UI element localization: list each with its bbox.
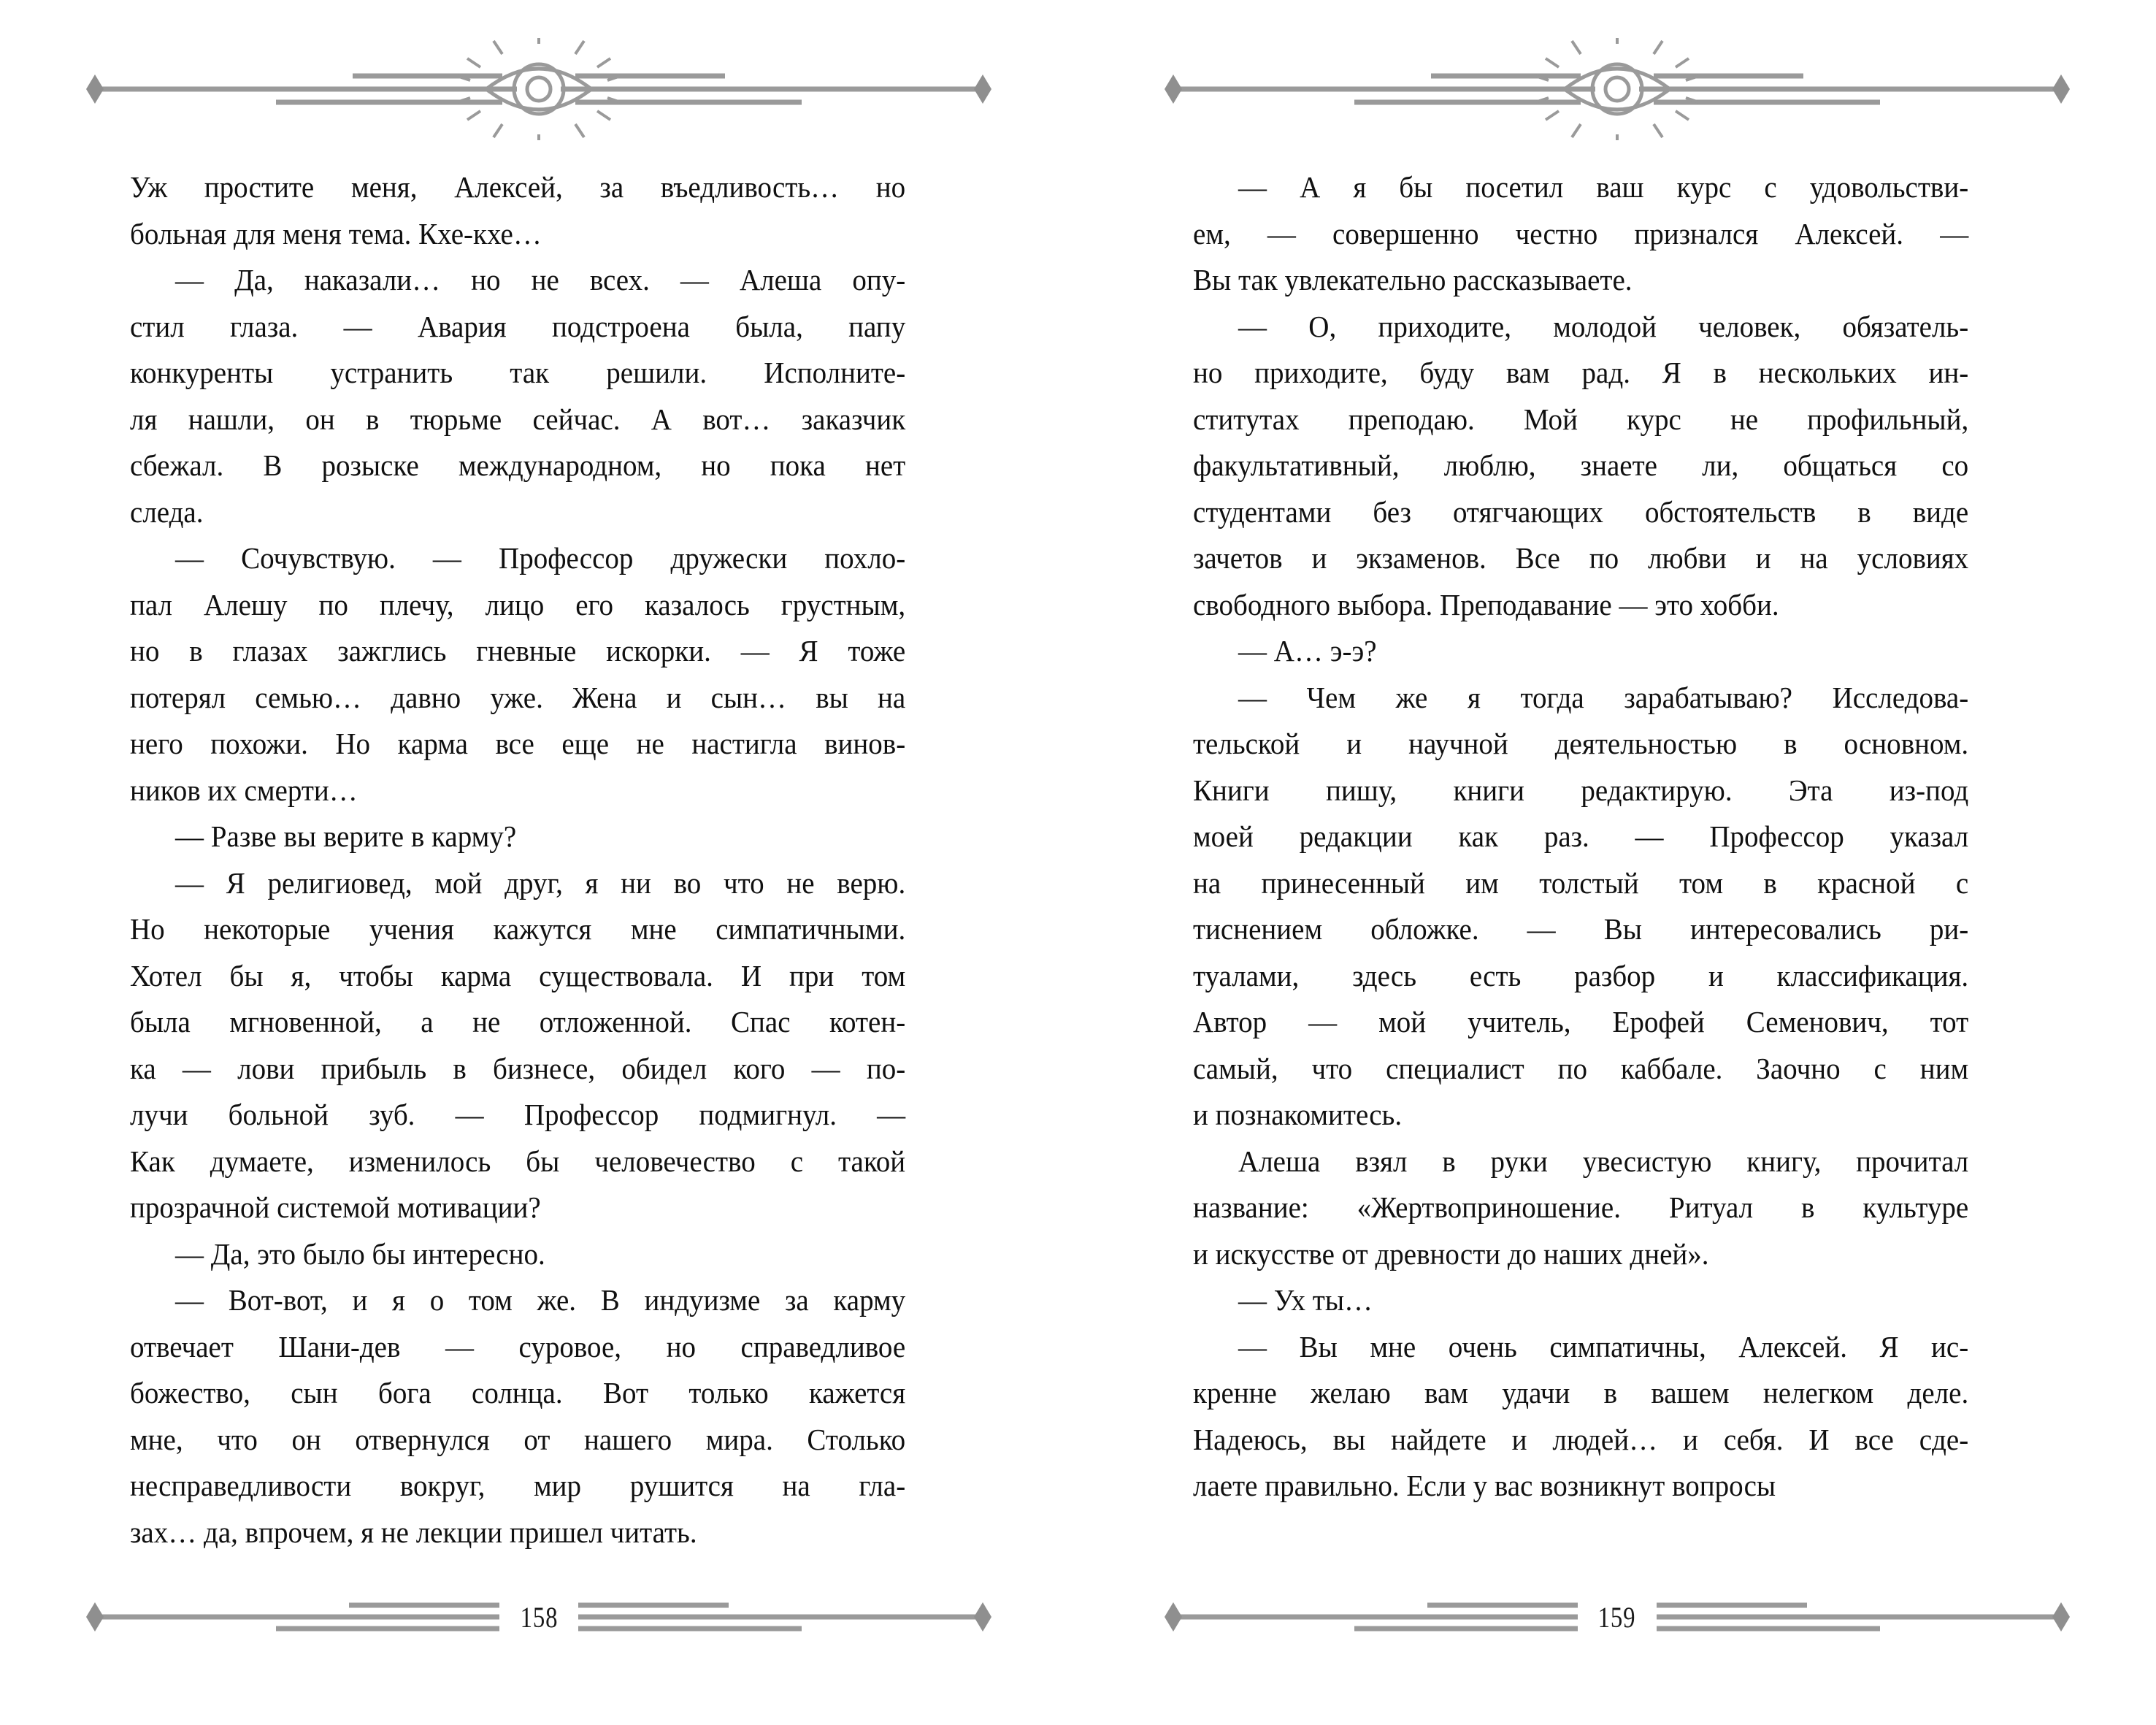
text-line: больная для меня тема. Кхе-кхе… [130,216,542,250]
text-line: но приходите, буду вам рад. Я в нескольких ин- [1193,356,1969,389]
text-line: Автор — мой учитель, Ерофей Семенович, тот [1193,1005,1969,1039]
text-line: ников их смерти… [130,773,358,807]
text-line: тиснением обложке. — Вы интересовались ри- [1193,912,1969,946]
page-right [1078,0,2156,1725]
text-line: сбежал. В розыске международном, но пока нет [130,448,906,482]
text-line: — Чем же я тогда зарабатываю? Исследова- [1238,680,1969,714]
text-line: — А я бы посетил ваш курс с удовольстви- [1238,170,1969,204]
text-line: — Вы мне очень симпатичны, Алексей. Я ис- [1238,1329,1969,1363]
text-line: тельской и научной деятельностью в основном. [1193,727,1969,760]
text-line: — Вот-вот, и я о том же. В индуизме за карму [175,1283,906,1317]
footer-right [1078,1588,2156,1646]
text-line: и познакомитесь. [1193,1098,1403,1131]
text-line: зах… да, впрочем, я не лекции пришел читать. [130,1515,697,1549]
text-line: него похожи. Но карма все еще не настигла винов- [130,727,906,760]
text-line: факультативный, люблю, знаете ли, общаться со [1193,448,1969,482]
text-line: была мгновенной, а не отложенной. Спас котен- [130,1005,906,1039]
text-line: — Сочувствую. — Профессор дружески похло- [175,541,906,575]
text-line: название: «Жертвоприношение. Ритуал в культуре [1193,1190,1969,1224]
text-line: Хотел бы я, чтобы карма существовала. И при том [130,958,906,992]
text-line: зачетов и экзаменов. Все по любви и на условиях [1193,541,1969,575]
text-line: следа. [130,494,204,529]
text-line: пал Алешу по плечу, лицо его казалось грустным, [130,587,906,621]
page-number-right: 159 [1597,1600,1636,1634]
body-text-right [1193,164,1968,1510]
header-ornament [0,38,1078,140]
text-line: мне, что он отвернулся от нашего мира. Столько [130,1422,906,1456]
text-line: прозрачной системой мотивации? [130,1190,541,1224]
text-line: самый, что специалист по каббале. Заочно с ним [1193,1051,1969,1085]
text-line: туалами, здесь есть разбор и классификация. [1193,958,1969,992]
text-line: свободного выбора. Преподавание — это хобби. [1193,587,1779,621]
text-line: ем, — совершенно честно признался Алексей. — [1193,216,1969,250]
text-line: моей редакции как раз. — Профессор указал [1193,819,1969,853]
text-line: — О, приходите, молодой человек, обязатель- [1238,309,1969,343]
text-line: — Ух ты… [1238,1283,1373,1317]
body-text-left [130,164,905,1556]
text-line: Книги пишу, книги редактирую. Эта из-под [1193,773,1969,807]
text-line: лучи больной зуб. — Профессор подмигнул. — [130,1098,906,1131]
text-line: Надеюсь, вы найдете и людей… и себя. И все сде- [1193,1422,1969,1456]
text-line: стил глаза. — Авария подстроена была, папу [130,309,906,343]
text-line: но в глазах зажглись гневные искорки. — Я тоже [130,634,906,668]
text-line: — Да, это было бы интересно. [175,1236,545,1271]
text-line: — Да, наказали… но не всех. — Алеша опу- [175,263,906,297]
text-line: лаете правильно. Если у вас возникнут вопросы [1193,1469,1776,1502]
page-number-left: 158 [520,1600,558,1634]
text-line: кренне желаю вам удачи в вашем нелегком деле. [1193,1376,1969,1410]
header-ornament [1078,38,2156,140]
text-line: Уж простите меня, Алексей, за въедливость… но [130,170,906,204]
text-line: потерял семью… давно уже. Жена и сын… вы на [130,680,906,714]
text-line: — А… э-э? [1238,634,1377,668]
text-line: ка — лови прибыль в бизнесе, обидел кого — по- [130,1051,906,1085]
text-line: ля нашли, он в тюрьме сейчас. А вот… заказчик [130,402,906,436]
text-line: конкуренты устранить так решили. Исполните- [130,356,906,389]
text-line: ститутах преподаю. Мой курс не профильный, [1193,402,1969,436]
text-line: отвечает Шани-дев — суровое, но справедливое [130,1329,906,1363]
text-line: и искусстве от древности до наших дней». [1193,1236,1709,1271]
text-line: студентами без отягчающих обстоятельств в виде [1193,494,1969,529]
text-line: на принесенный им толстый том в красной с [1193,865,1969,900]
text-line: Алеша взял в руки увесистую книгу, прочитал [1238,1144,1969,1178]
text-line: божество, сын бога солнца. Вот только кажется [130,1376,906,1410]
text-line: Как думаете, изменилось бы человечество с такой [130,1144,906,1178]
text-line: Но некоторые учения кажутся мне симпатичными. [130,912,906,946]
text-line: — Разве вы верите в карму? [175,819,517,853]
text-line: Вы так увлекательно рассказываете. [1193,263,1633,297]
text-line: несправедливости вокруг, мир рушится на гла- [130,1469,906,1502]
text-line: — Я религиовед, мой друг, я ни во что не верю. [175,865,906,900]
footer-left [0,1588,1078,1646]
